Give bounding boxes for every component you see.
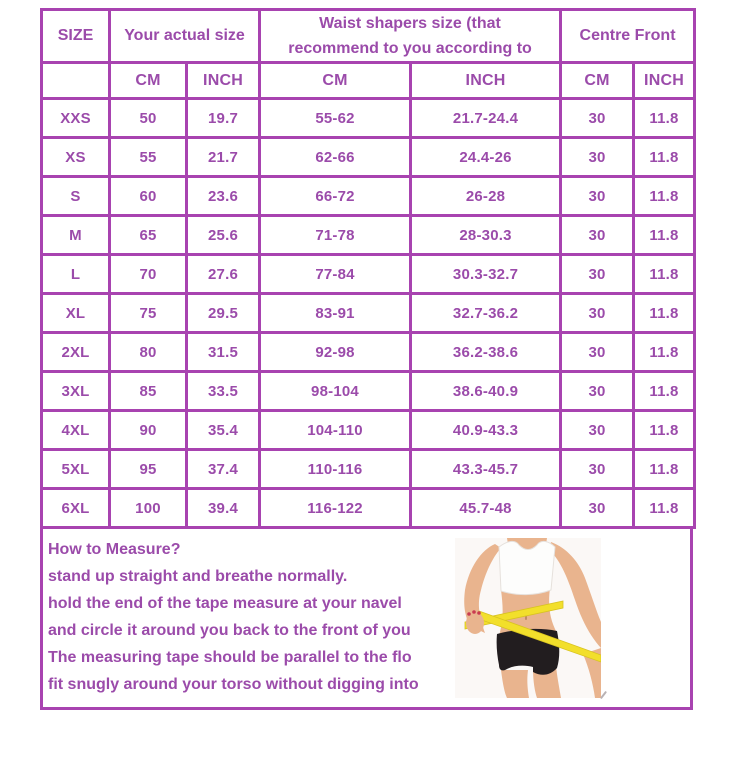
shaper-inch-cell: 24.4-26 <box>411 138 561 177</box>
header-row-groups <box>42 10 695 63</box>
actual-cm-cell: 75 <box>110 294 187 333</box>
size-cell: S <box>42 177 110 216</box>
woman-measuring-waist-illustration <box>455 538 601 698</box>
nail <box>472 610 476 614</box>
centre-cm-cell: 30 <box>561 177 634 216</box>
actual-inch-cell: 33.5 <box>187 372 260 411</box>
actual-cm-cell: 80 <box>110 333 187 372</box>
shaper-inch-cell: 28-30.3 <box>411 216 561 255</box>
measure-guide-line: fit snugly around your torso without digging into <box>48 676 419 693</box>
actual-cm-cell: 85 <box>110 372 187 411</box>
shaper-cm-cell: 71-78 <box>260 216 411 255</box>
table-row <box>42 294 695 333</box>
size-chart-table <box>40 8 696 529</box>
measure-guide-line: and circle it around you back to the front of you <box>48 622 411 639</box>
shaper-cm-cell: 92-98 <box>260 333 411 372</box>
shaper-inch-cell: 45.7-48 <box>411 489 561 528</box>
header-centre-front: Centre Front <box>561 10 695 63</box>
centre-cm-cell: 30 <box>561 294 634 333</box>
unit-centre-inch: INCH <box>634 63 695 99</box>
actual-inch-cell: 39.4 <box>187 489 260 528</box>
shaper-inch-cell: 30.3-32.7 <box>411 255 561 294</box>
actual-inch-cell: 37.4 <box>187 450 260 489</box>
actual-inch-cell: 27.6 <box>187 255 260 294</box>
table-row <box>42 333 695 372</box>
measure-guide-box <box>40 526 693 710</box>
shaper-cm-cell: 55-62 <box>260 99 411 138</box>
actual-inch-cell: 25.6 <box>187 216 260 255</box>
shaper-cm-cell: 77-84 <box>260 255 411 294</box>
size-cell: M <box>42 216 110 255</box>
measure-guide-title: How to Measure? <box>48 541 181 558</box>
centre-cm-cell: 30 <box>561 216 634 255</box>
centre-inch-cell: 11.8 <box>634 177 695 216</box>
measure-guide-line: hold the end of the tape measure at your navel <box>48 595 402 612</box>
unit-centre-cm: CM <box>561 63 634 99</box>
actual-cm-cell: 55 <box>110 138 187 177</box>
header-shaper-size <box>260 10 561 63</box>
actual-cm-cell: 95 <box>110 450 187 489</box>
actual-inch-cell: 23.6 <box>187 177 260 216</box>
size-cell: XXS <box>42 99 110 138</box>
actual-cm-cell: 50 <box>110 99 187 138</box>
shaper-cm-cell: 98-104 <box>260 372 411 411</box>
table-row <box>42 489 695 528</box>
table-row <box>42 255 695 294</box>
shaper-cm-cell: 110-116 <box>260 450 411 489</box>
table-row <box>42 450 695 489</box>
size-cell: 2XL <box>42 333 110 372</box>
actual-inch-cell: 35.4 <box>187 411 260 450</box>
centre-inch-cell: 11.8 <box>634 138 695 177</box>
measuring-waist-photo <box>455 538 601 698</box>
header-shaper-size-line2: recommend to you according to <box>288 40 532 57</box>
shaper-cm-cell: 66-72 <box>260 177 411 216</box>
shaper-inch-cell: 26-28 <box>411 177 561 216</box>
shaper-cm-cell: 116-122 <box>260 489 411 528</box>
actual-inch-cell: 31.5 <box>187 333 260 372</box>
table-row <box>42 99 695 138</box>
unit-actual-inch: INCH <box>187 63 260 99</box>
corner-cell <box>42 63 110 99</box>
actual-cm-cell: 90 <box>110 411 187 450</box>
shaper-inch-cell: 40.9-43.3 <box>411 411 561 450</box>
shaper-inch-cell: 38.6-40.9 <box>411 372 561 411</box>
header-actual-size: Your actual size <box>110 10 260 63</box>
centre-cm-cell: 30 <box>561 372 634 411</box>
table-row <box>42 177 695 216</box>
nail <box>467 612 471 616</box>
table-row <box>42 138 695 177</box>
white-tank-top <box>499 541 555 594</box>
actual-inch-cell: 21.7 <box>187 138 260 177</box>
header-size: SIZE <box>42 10 110 63</box>
centre-inch-cell: 11.8 <box>634 489 695 528</box>
shaper-inch-cell: 43.3-45.7 <box>411 450 561 489</box>
actual-inch-cell: 19.7 <box>187 99 260 138</box>
centre-inch-cell: 11.8 <box>634 450 695 489</box>
size-cell: 3XL <box>42 372 110 411</box>
measure-guide-line: stand up straight and breathe normally. <box>48 568 348 585</box>
actual-cm-cell: 65 <box>110 216 187 255</box>
size-cell: 5XL <box>42 450 110 489</box>
centre-cm-cell: 30 <box>561 255 634 294</box>
centre-inch-cell: 11.8 <box>634 99 695 138</box>
shaper-cm-cell: 104-110 <box>260 411 411 450</box>
centre-inch-cell: 11.8 <box>634 216 695 255</box>
size-cell: 6XL <box>42 489 110 528</box>
centre-inch-cell: 11.8 <box>634 255 695 294</box>
actual-inch-cell: 29.5 <box>187 294 260 333</box>
unit-actual-cm: CM <box>110 63 187 99</box>
measure-guide-line: The measuring tape should be parallel to the flo <box>48 649 412 666</box>
actual-cm-cell: 100 <box>110 489 187 528</box>
centre-cm-cell: 30 <box>561 333 634 372</box>
size-cell: XS <box>42 138 110 177</box>
table-row <box>42 411 695 450</box>
size-cell: L <box>42 255 110 294</box>
centre-cm-cell: 30 <box>561 411 634 450</box>
size-cell: XL <box>42 294 110 333</box>
unit-shaper-inch: INCH <box>411 63 561 99</box>
table-row <box>42 216 695 255</box>
shaper-inch-cell: 36.2-38.6 <box>411 333 561 372</box>
actual-cm-cell: 70 <box>110 255 187 294</box>
unit-shaper-cm: CM <box>260 63 411 99</box>
header-row-units <box>42 63 695 99</box>
shaper-inch-cell: 32.7-36.2 <box>411 294 561 333</box>
actual-cm-cell: 60 <box>110 177 187 216</box>
shaper-inch-cell: 21.7-24.4 <box>411 99 561 138</box>
centre-inch-cell: 11.8 <box>634 411 695 450</box>
shaper-cm-cell: 62-66 <box>260 138 411 177</box>
nail <box>477 611 481 615</box>
centre-cm-cell: 30 <box>561 489 634 528</box>
size-cell: 4XL <box>42 411 110 450</box>
shaper-cm-cell: 83-91 <box>260 294 411 333</box>
header-shaper-size-line1: Waist shapers size (that <box>319 15 501 32</box>
centre-inch-cell: 11.8 <box>634 294 695 333</box>
table-row <box>42 372 695 411</box>
centre-cm-cell: 30 <box>561 99 634 138</box>
centre-cm-cell: 30 <box>561 138 634 177</box>
centre-inch-cell: 11.8 <box>634 372 695 411</box>
centre-inch-cell: 11.8 <box>634 333 695 372</box>
centre-cm-cell: 30 <box>561 450 634 489</box>
size-chart-sheet <box>40 8 693 710</box>
